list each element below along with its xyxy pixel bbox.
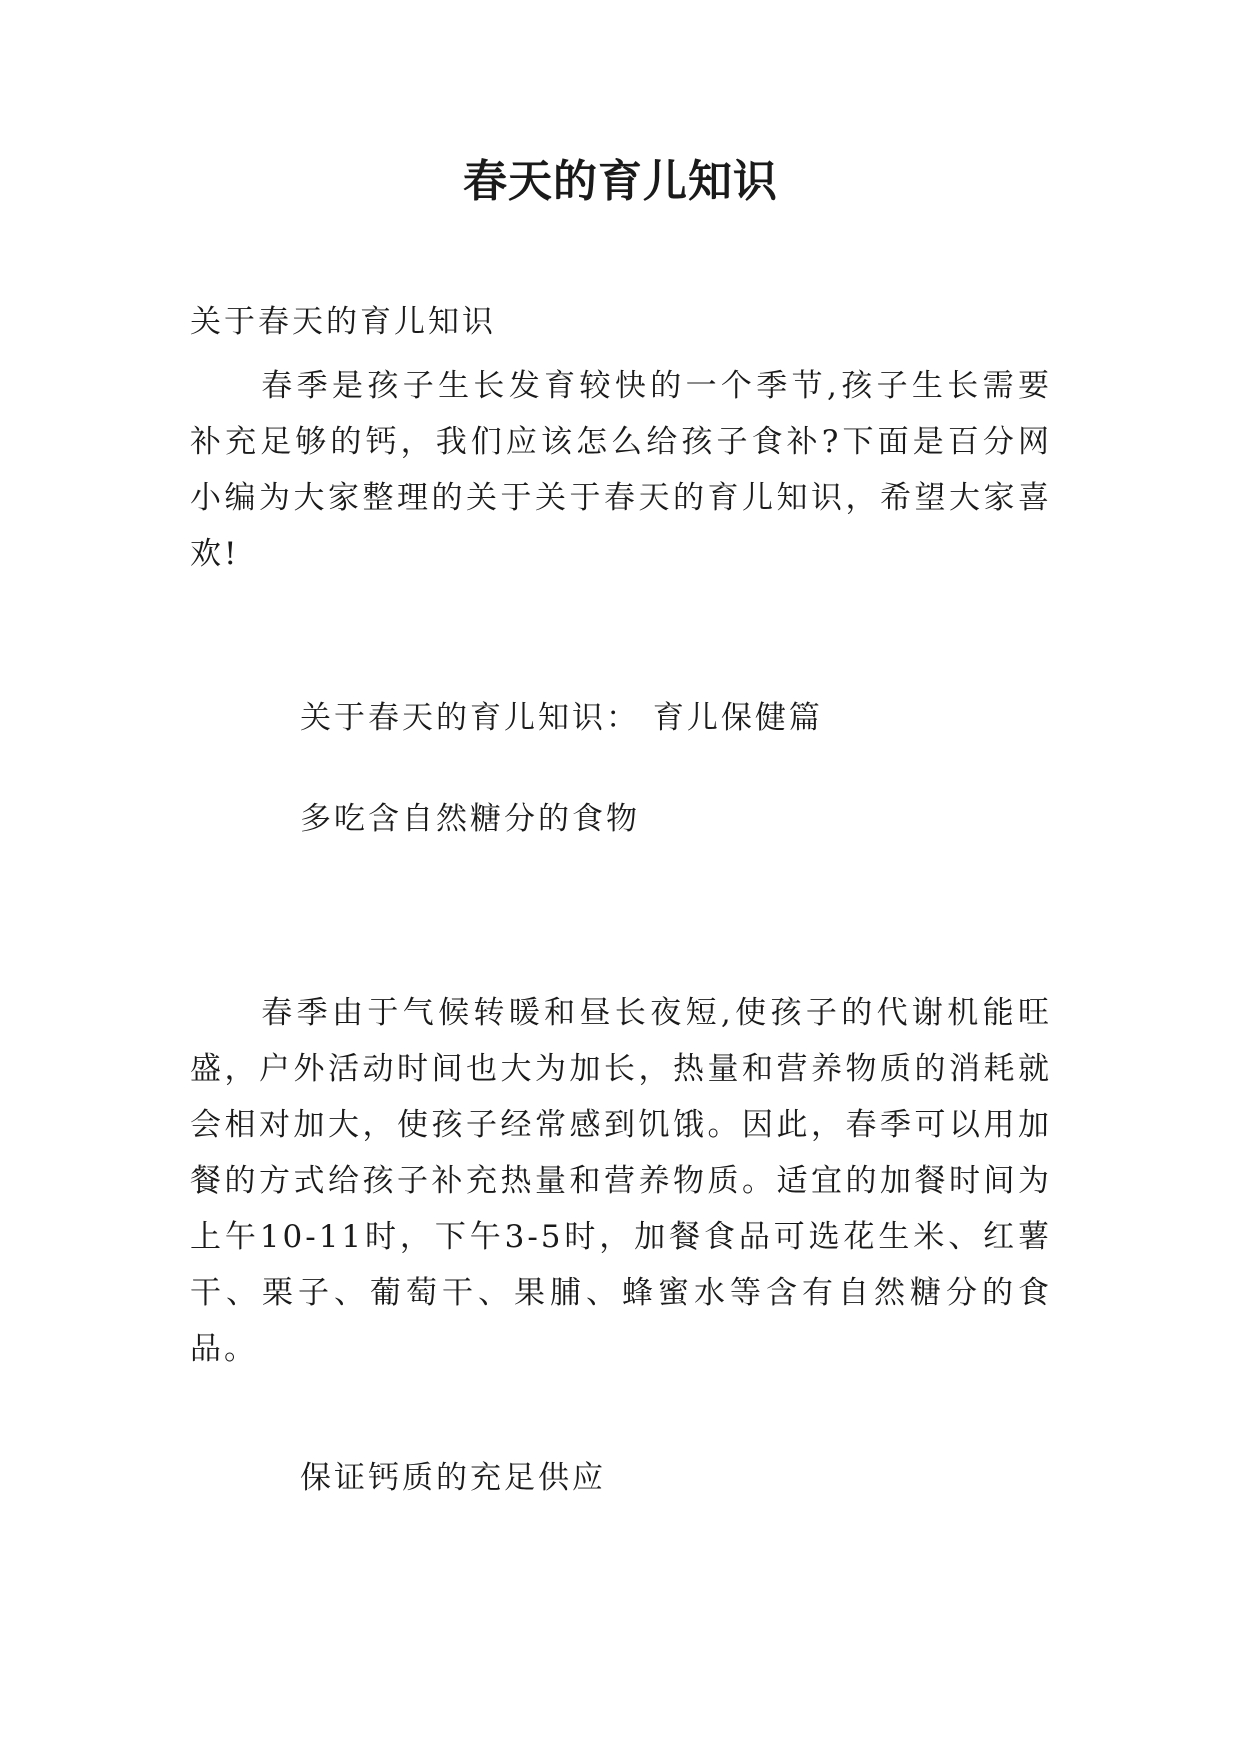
item1-heading: 多吃含自然糖分的食物	[300, 801, 640, 837]
intro-paragraph: 春季是孩子生长发育较快的一个季节,孩子生长需要补充足够的钙，我们应该怎么给孩子食补?下面是百分网小编为大家整理的关于关于春天的育儿知识，希望大家喜欢!	[190, 368, 1052, 572]
item1-paragraph: 春季由于气候转暖和昼长夜短,使孩子的代谢机能旺盛，户外活动时间也大为加长，热量和营养物质的消耗就会相对加大，使孩子经常感到饥饿。因此，春季可以用加餐的方式给孩子补充热量和营养物质。适宜的加餐时间为上午10-11时，下午3-5时，加餐食品可选花生米、红薯干、栗子、葡萄干、果脯、蜂蜜水等含有自然糖分的食品。	[190, 995, 1052, 1367]
document-title: 春天的育儿知识	[463, 156, 778, 207]
section-heading: 关于春天的育儿知识： 育儿保健篇	[300, 700, 823, 736]
item2-heading: 保证钙质的充足供应	[300, 1460, 606, 1496]
document-subtitle: 关于春天的育儿知识	[190, 304, 496, 340]
